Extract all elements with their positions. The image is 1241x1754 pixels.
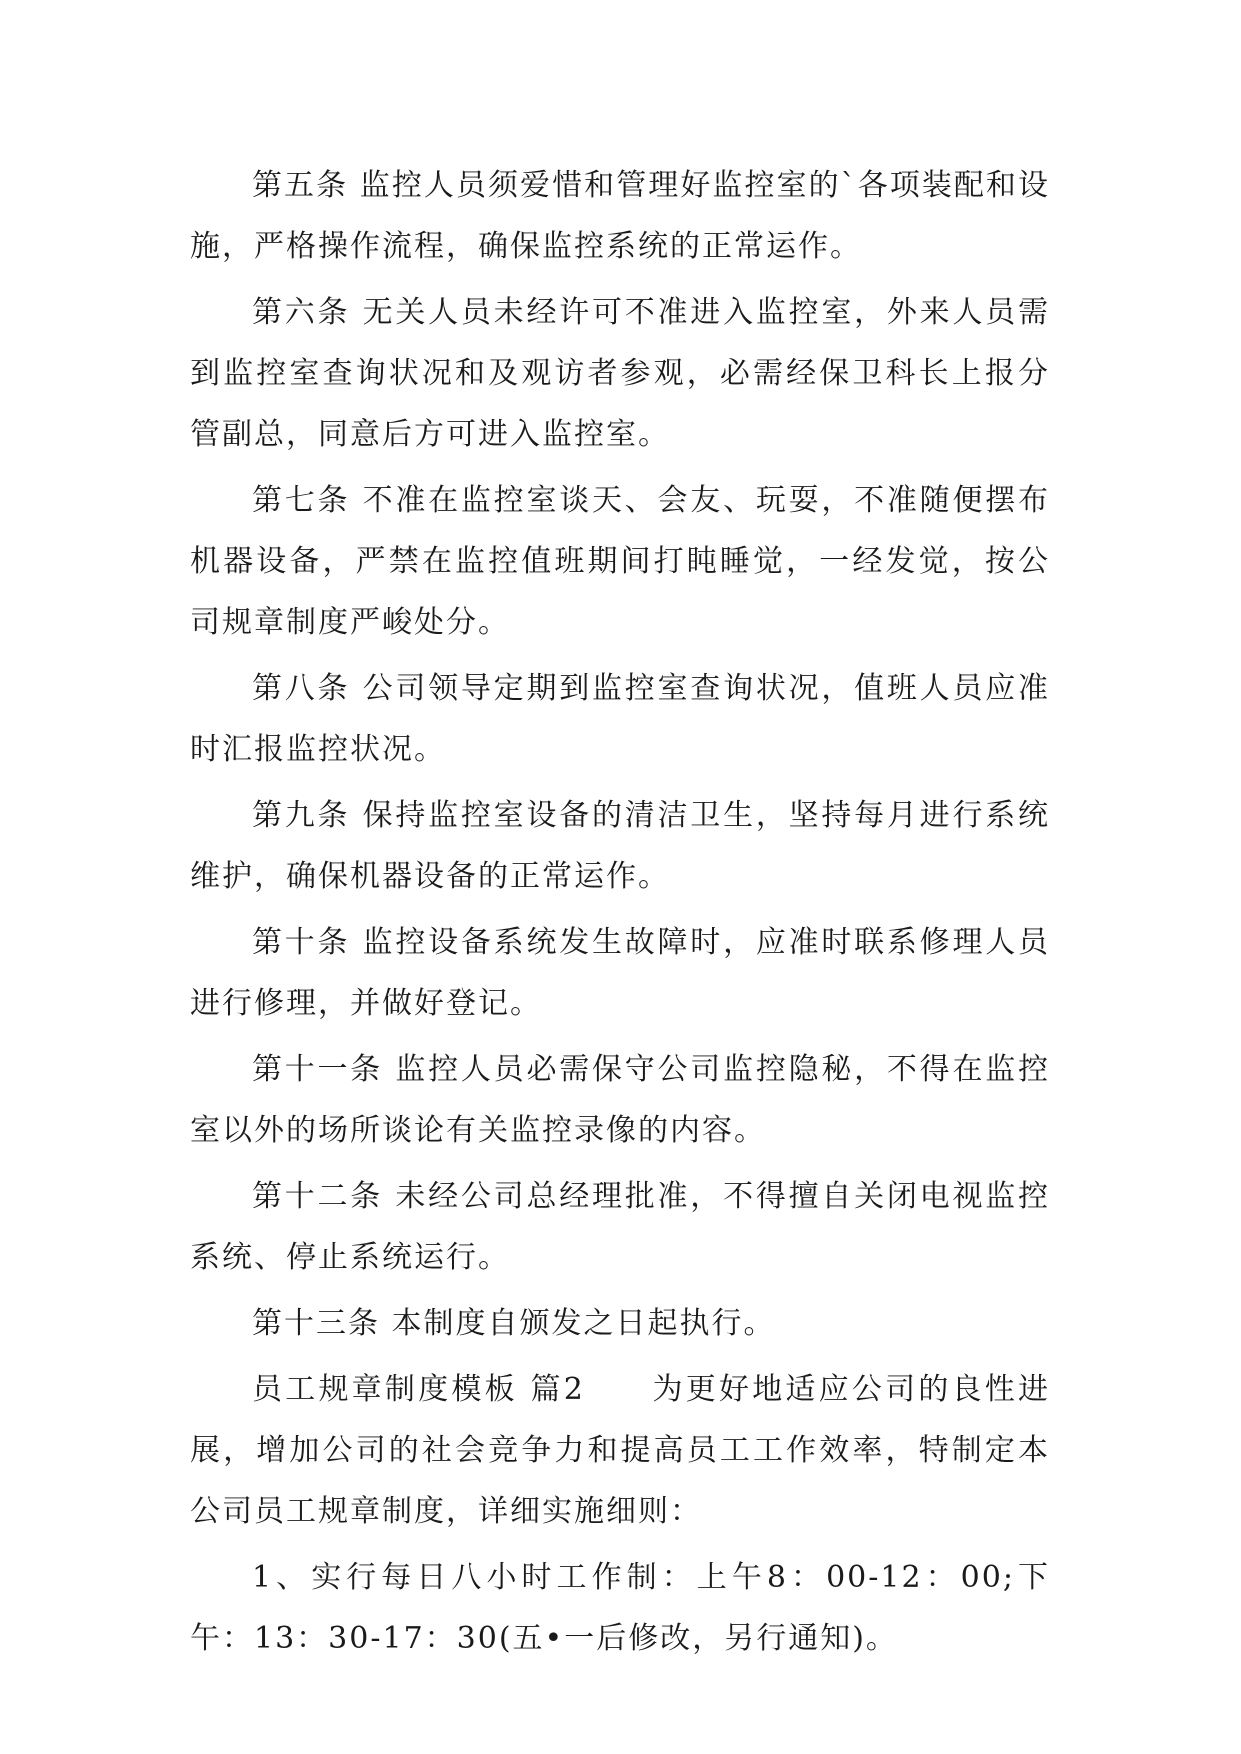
paragraph-article-11: 第十一条 监控人员必需保守公司监控隐秘，不得在监控室以外的场所谈论有关监控录像的内容。 (190, 1052, 1050, 1148)
paragraph-rule-1: 1、实行每日八小时工作制：上午8：00-12：00;下午：13：30-17：30(五•一后修改，另行通知)。 (190, 1560, 1050, 1656)
paragraph-article-9: 第九条 保持监控室设备的清洁卫生，坚持每月进行系统维护，确保机器设备的正常运作。 (190, 798, 1050, 894)
paragraph-article-5: 第五条 监控人员须爱惜和管理好监控室的`各项装配和设施，严格操作流程，确保监控系统的正常运作。 (190, 168, 1050, 264)
document-body (190, 155, 1050, 1674)
paragraph-article-8: 第八条 公司领导定期到监控室查询状况，值班人员应准时汇报监控状况。 (190, 671, 1050, 767)
paragraph-article-12: 第十二条 未经公司总经理批准，不得擅自关闭电视监控系统、停止系统运行。 (190, 1179, 1050, 1275)
paragraph-article-7: 第七条 不准在监控室谈天、会友、玩耍，不准随便摆布机器设备，严禁在监控值班期间打盹睡觉，一经发觉，按公司规章制度严峻处分。 (190, 483, 1050, 640)
paragraph-article-13: 第十三条 本制度自颁发之日起执行。 (252, 1306, 776, 1341)
paragraph-article-6: 第六条 无关人员未经许可不准进入监控室，外来人员需到监控室查询状况和及观访者参观，必需经保卫科长上报分管副总，同意后方可进入监控室。 (190, 295, 1050, 452)
paragraph-article-10: 第十条 监控设备系统发生故障时，应准时联系修理人员进行修理，并做好登记。 (190, 925, 1050, 1021)
paragraph-template-2-intro: 员工规章制度模板 篇2 为更好地适应公司的良性进展，增加公司的社会竞争力和提高员工工作效率，特制定本公司员工规章制度，详细实施细则： (190, 1372, 1050, 1529)
